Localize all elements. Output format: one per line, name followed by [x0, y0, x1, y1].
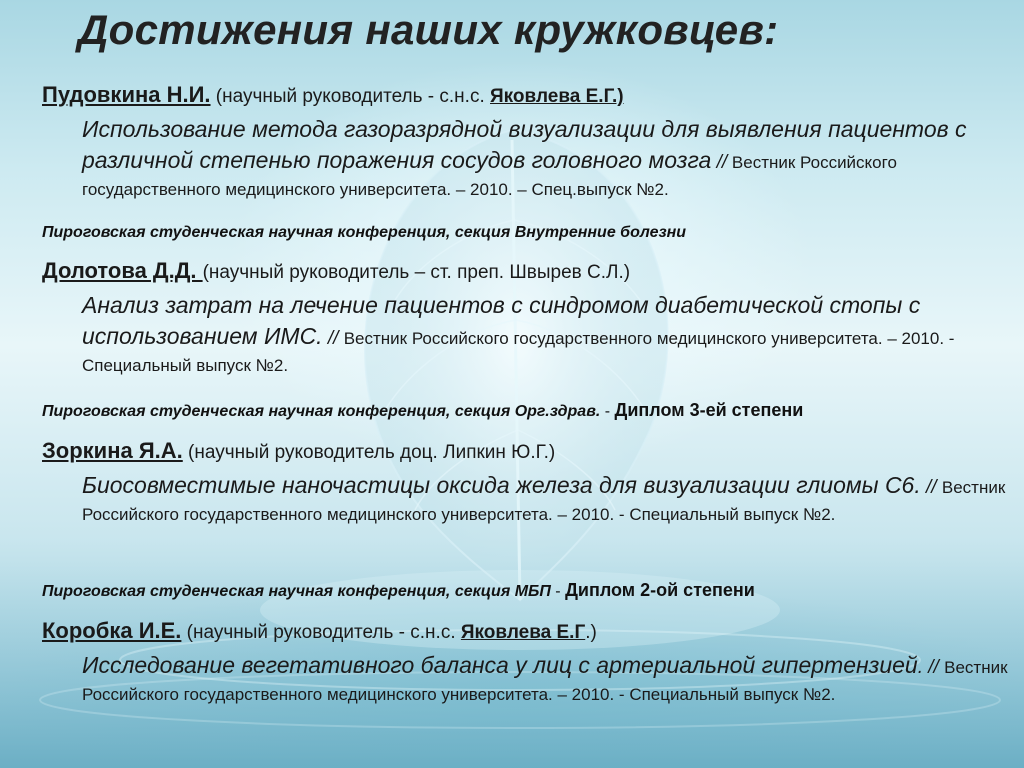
- award-label: Диплом 2-ой степени: [565, 580, 755, 600]
- conference-line-3: [42, 580, 755, 601]
- conference-name: Пироговская студенческая научная конференция, секция Внутренние болезни: [42, 224, 687, 241]
- author-name: Зоркина Я.А.: [42, 438, 183, 463]
- advisor-name: Яковлева Е.Г: [460, 622, 586, 643]
- publication: [82, 650, 1017, 708]
- citation-separator: //: [322, 328, 344, 349]
- publication: [82, 290, 1017, 379]
- conference-name: Пироговская студенческая научная конференция, секция Орг.здрав.: [42, 403, 601, 420]
- author-line: [42, 618, 1017, 646]
- work-title: Использование метода газоразрядной визуализации для выявления пациентов с различной степенью поражения сосудов головного мозга: [82, 116, 967, 173]
- author-line: [42, 438, 1017, 466]
- author-name: Коробка И.Е.: [42, 618, 182, 643]
- award-dash: -: [600, 403, 615, 420]
- slide-title: Достижения наших кружковцев:: [78, 6, 779, 53]
- achievement-entry-4: [42, 618, 1017, 708]
- author-line: [42, 258, 1017, 286]
- conference-line-1: [42, 224, 686, 242]
- journal-citation: Вестник Российского государственного медицинского университета. – 2010. - Специальный выпуск №2.: [82, 478, 1006, 524]
- conference-line-2: [42, 400, 803, 421]
- work-title: Анализ затрат на лечение пациентов с синдромом диабетической стопы с использованием ИМС.: [82, 292, 921, 349]
- award-dash: -: [550, 583, 566, 600]
- publication: [82, 470, 1017, 528]
- citation-separator: //: [920, 477, 942, 498]
- advisor-name: Яковлева Е.Г.): [490, 86, 624, 107]
- achievement-entry-2: [42, 258, 1017, 379]
- work-title: Биосовместимые наночастицы оксида железа для визуализации глиомы С6.: [82, 472, 921, 498]
- journal-citation: Вестник Российского государственного медицинского университета. – 2010. - Специальный выпуск №2.: [82, 658, 1008, 704]
- publication: [82, 114, 1017, 203]
- conference-name: Пироговская студенческая научная конференция, секция МБП: [42, 583, 551, 600]
- author-name: Долотова Д.Д.: [42, 258, 203, 283]
- award-label: Диплом 3-ей степени: [614, 400, 804, 420]
- citation-separator: //: [711, 152, 728, 173]
- author-line: [42, 82, 1017, 110]
- advisor-text: (научный руководитель - с.н.с.: [181, 622, 461, 643]
- citation-separator: . //: [917, 657, 945, 678]
- author-name: Пудовкина Н.И.: [42, 82, 211, 107]
- advisor-suffix: .): [585, 622, 597, 643]
- journal-citation: Вестник Российского государственного медицинского университета. – 2010. – Спец.выпуск №2.: [82, 153, 897, 199]
- advisor-text: (научный руководитель – ст. преп. Швырев С.Л.): [202, 262, 631, 283]
- advisor-text: (научный руководитель доц. Липкин Ю.Г.): [182, 442, 556, 463]
- advisor-text: (научный руководитель - с.н.с.: [210, 86, 491, 107]
- work-title: Исследование вегетативного баланса у лиц с артериальной гипертензией: [82, 652, 918, 678]
- journal-citation: Вестник Российского государственного медицинского университета. – 2010. - Специальный выпуск №2.: [82, 329, 955, 375]
- achievement-entry-3: [42, 438, 1017, 528]
- achievement-entry-1: [42, 82, 1017, 203]
